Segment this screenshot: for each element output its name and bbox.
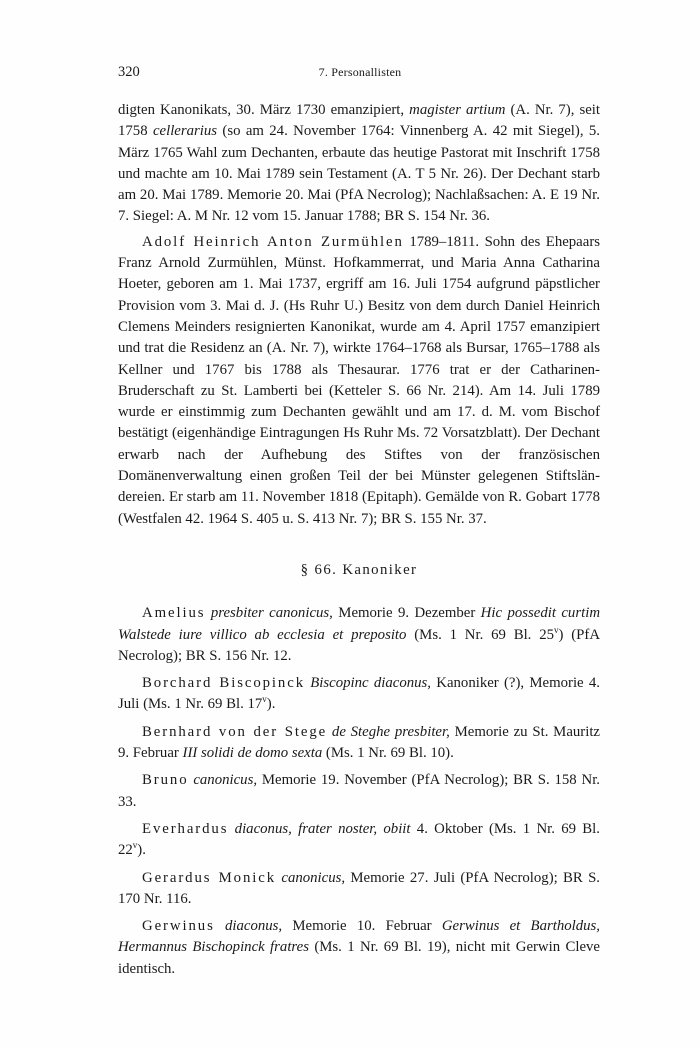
entry-gerwinus: Gerwinus diaconus, Memorie 10. Februar Gerwinus et Bartholdus, Hermannus Bischopinck fratres (Ms. 1 Nr. 69 Bl. 19), nicht mit Gerwin Cleve identisch. [118, 918, 600, 977]
entry-amelius: Amelius presbiter canonicus, Memorie 9. Dezember Hic possedit curtim Walstede iure villico ab ecclesia et preposito (Ms. 1 Nr. 69 Bl. 25$^v$) (PfA Necrolog); BR S. 156 Nr. 12. [118, 605, 601, 664]
person-name: Adolf Heinrich Anton Zurmühlen [142, 233, 404, 250]
person-name: Bernhard von der Stege [142, 723, 328, 740]
entry-von-der-stege: Bernhard von der Stege de Steghe presbiter, Memorie zu St. Mauritz 9. Februar III solidi de domo sexta (Ms. 1 Nr. 69 Bl. 10). [118, 723, 601, 762]
page-header [118, 64, 602, 84]
person-name: Gerwinus [142, 918, 215, 935]
body-text [118, 100, 600, 980]
person-name: Gerardus Monick [142, 869, 277, 886]
paragraph-continuation: digten Kanonikats, 30. März 1730 emanzipiert, magister artium (A. Nr. 7), seit 1758 cellerarius (so am 24. November 1764: Vinnenberg A. 42 mit Siegel), 5. März 1765 Wahl zum Dechanten, erbaute das heutige Pastorat mit Inschrift 1758 und machte am 10. Mai 1789 sein Testament (A. T 5 Nr. 26). Der Dechant starb am 20. Mai 1789. Memorie 20. Mai (PfA Necrolog); Nachlaßsachen: A. E 19 Nr. 7. Siegel: A. M Nr. 12 vom 15. Januar 1788; BR S. 154 Nr. 36. [118, 102, 601, 225]
entry-bruno: Bruno canonicus, Memorie 19. November (PfA Necrolog); BR S. 158 Nr. 33. [118, 772, 601, 810]
person-name: Bruno [142, 772, 189, 789]
person-name: Amelius [142, 605, 206, 622]
entry-monick: Gerardus Monick canonicus, Memorie 27. Juli (PfA Necrolog); BR S. 170 Nr. 116. [118, 869, 600, 907]
section-heading: § 66. Kanoniker [300, 561, 418, 578]
page-number: 320 [118, 64, 140, 80]
canon-list [118, 603, 600, 980]
person-name: Everhardus [142, 820, 229, 837]
person-name: Borchard Biscopinck [142, 675, 305, 692]
entry-biscopinck: Borchard Biscopinck Biscopinc diaconus, Kanoniker (?), Memorie 4. Juli (Ms. 1 Nr. 69 Bl. 17$^v$). [118, 675, 600, 713]
entry-everhardus: Everhardus diaconus, frater noster, obiit 4. Oktober (Ms. 1 Nr. 69 Bl. 22$^v$). [118, 820, 600, 859]
running-title: 7. Personallisten [318, 65, 402, 79]
entry-zurmuehlen: Adolf Heinrich Anton Zurmühlen 1789–1811. Sohn des Ehepaars Franz Arnold Zurmühlen, Münst. Hofkammerrat, und Maria Anna Catharina Hoeter, geboren am 1. Mai 1737, ergriff am 16. Juli 1754 aufgrund päpstlicher Provision vom 3. Mai d. J. (Hs Ruhr U.) Besitz von dem durch Daniel Heinrich Clemens Meinders resignierten Kanonikat, wurde am 4. April 1757 emanzipiert und trat die Residenz an (A. Nr. 7), wirkte 1764–1768 als Bursar, 1765–1788 als Kellner und 1767 bis 1788 als Thesaurar. 1776 trat er der Catharinen-Bruderschaft zu St. Lamberti bei (Ketteler S. 66 Nr. 214). Am 14. Juli 1789 wurde er einstimmig zum Dechanten gewählt und am 17. d. M. vom Bischof bestätigt (eigenhändige Eintragungen Hs Ruhr Ms. 72 Vorsatzblatt). Der Dechant erwarb nach der Aufhebung des Stiftes von der französischen Domänenverwaltung einen großen Teil der bei Münster gelegenen Stiftsländereien. Er starb am 11. November 1818 (Epitaph). Gemälde von R. Gobart 1778 (Westfalen 42. 1964 S. 405 u. S. 413 Nr. 7); BR S. 155 Nr. 37. [118, 233, 601, 527]
